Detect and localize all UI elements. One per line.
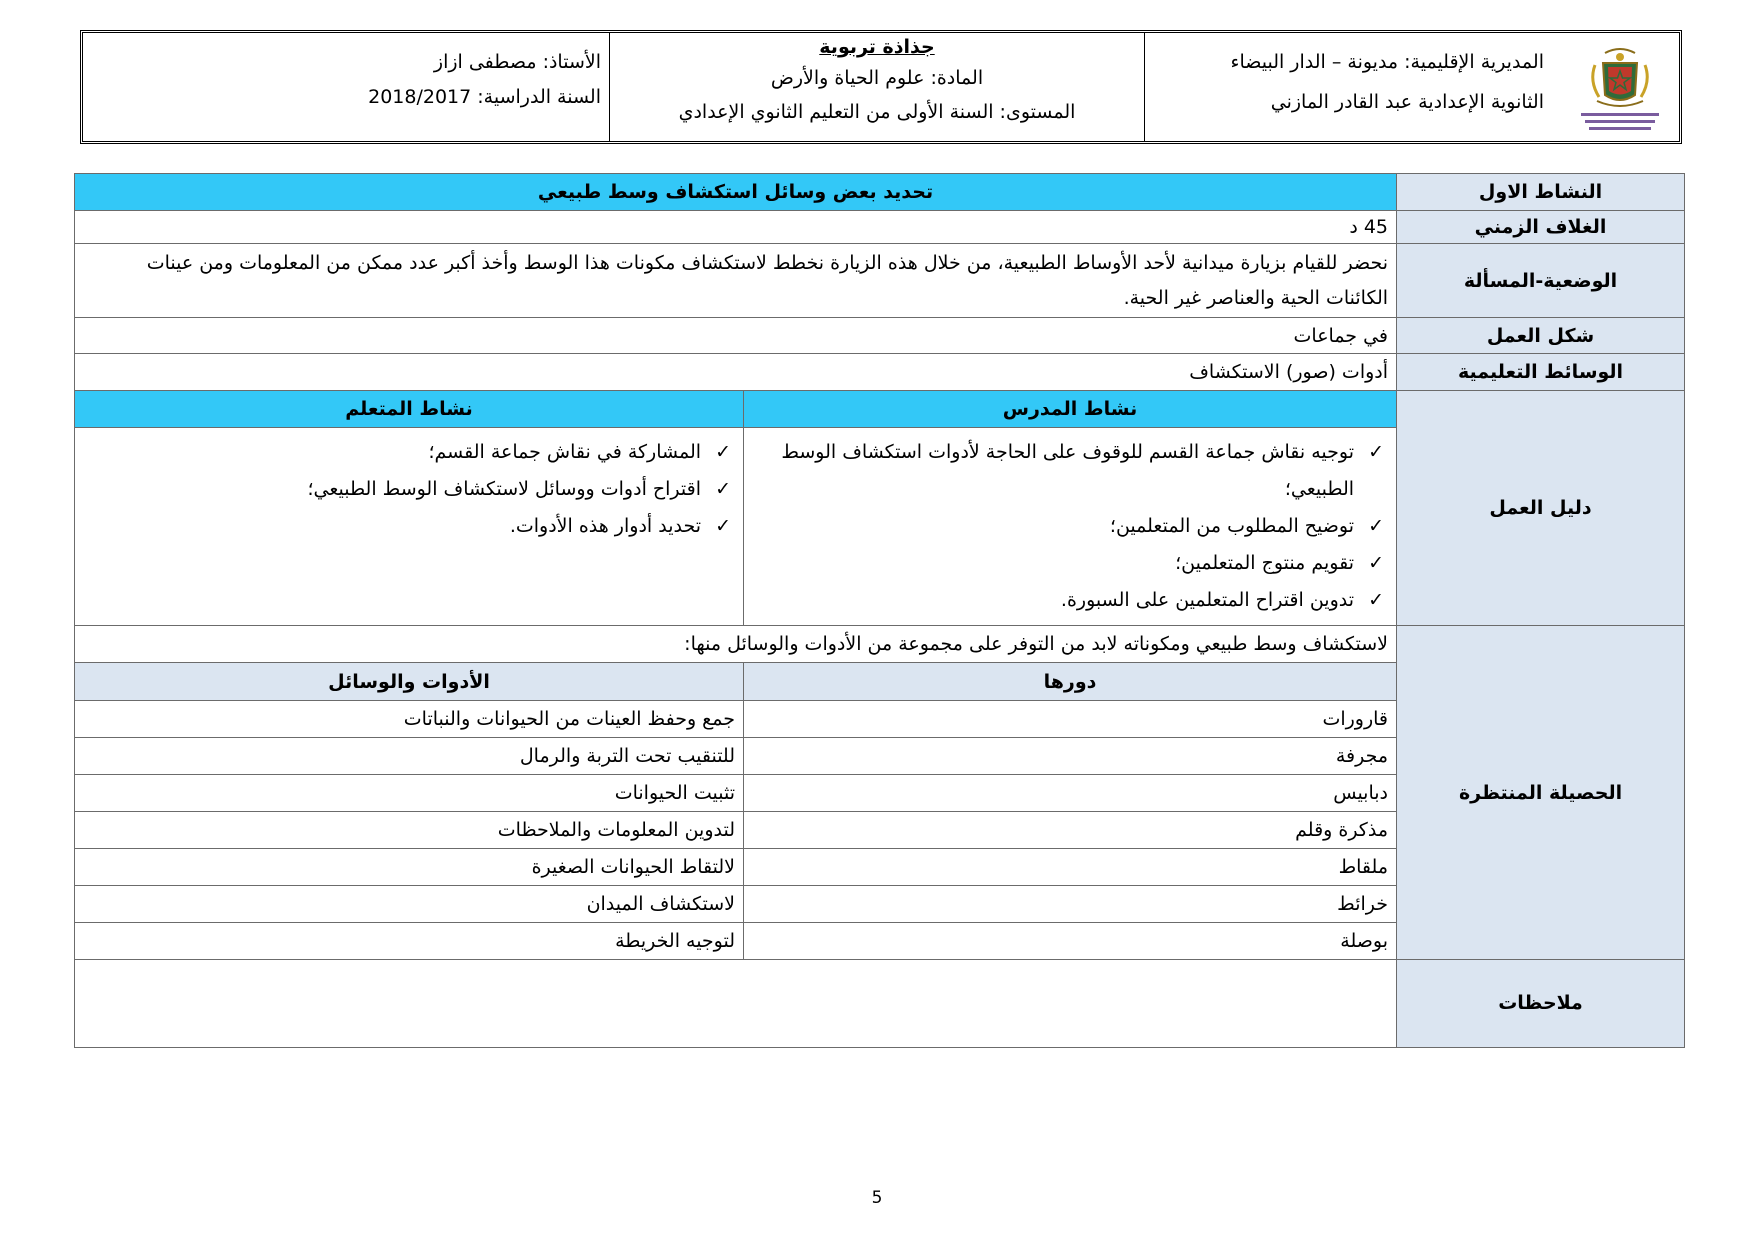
means-value: أدوات (صور) الاستكشاف: [75, 354, 1397, 391]
list-item: ✓ المشاركة في نقاش جماعة القسم؛: [83, 434, 735, 471]
activity-label: النشاط الاول: [1397, 174, 1685, 211]
role-cell: للتنقيب تحت التربة والرمال: [75, 737, 744, 774]
tool-cell: مجرفة: [744, 737, 1397, 774]
work-form-label: شكل العمل: [1397, 318, 1685, 354]
outcome-intro-row: [75, 626, 1685, 663]
learner-activity-cell: [75, 428, 744, 626]
time-value: 45 د: [75, 211, 1397, 244]
list-item: ✓ تدوين اقتراح المتعلمين على السبورة.: [752, 582, 1388, 619]
activity-title: تحديد بعض وسائل استكشاف وسط طبيعي: [75, 174, 1397, 211]
role-cell: تثبيت الحيوانات: [75, 774, 744, 811]
subject-label: المادة: علوم الحياة والأرض: [770, 67, 984, 89]
outcome-label: الحصيلة المنتظرة: [1397, 626, 1685, 959]
school-year: السنة الدراسية: 2018/2017: [368, 86, 601, 108]
means-label: الوسائط التعليمية: [1397, 354, 1685, 391]
directorate-label: المديرية الإقليمية: مديونة – الدار البيضاء: [1230, 51, 1544, 73]
document-header: [80, 30, 1682, 144]
teacher-activity-list: [752, 428, 1388, 625]
guide-header-row: [75, 391, 1685, 428]
situation-text: نحضر للقيام بزيارة ميدانية لأحد الأوساط الطبيعية، من خلال هذه الزيارة نخطط لاستكشاف مكونات هذا الوسط وأخذ أكبر عدد ممكن من المعلومات ومن عينات الكائنات الحية والعناصر غير الحية.: [75, 244, 1397, 318]
tool-cell: ملقاط: [744, 848, 1397, 885]
check-icon: ✓: [1368, 515, 1385, 538]
time-row: [75, 211, 1685, 244]
check-icon: ✓: [715, 441, 732, 464]
header-teacher-info: [83, 33, 609, 141]
check-icon: ✓: [715, 478, 732, 501]
document-type: جذاذة تربوية: [819, 36, 935, 58]
role-column-header: دورها: [744, 663, 1397, 700]
moroccan-emblem-icon: [1575, 43, 1665, 135]
list-item: ✓ اقتراح أدوات ووسائل لاستكشاف الوسط الطبيعي؛: [83, 471, 735, 508]
activity-row: [75, 174, 1685, 211]
tools-column-header: الأدوات والوسائل: [75, 663, 744, 700]
list-item: ✓ تقويم منتوج المتعلمين؛: [752, 545, 1388, 582]
notes-row: [75, 959, 1685, 1047]
means-row: [75, 354, 1685, 391]
tool-cell: قارورات: [744, 700, 1397, 737]
role-cell: لالتقاط الحيوانات الصغيرة: [75, 848, 744, 885]
teacher-activity-cell: [744, 428, 1397, 626]
check-icon: ✓: [1368, 589, 1385, 612]
notes-value: [75, 959, 1397, 1047]
role-cell: لاستكشاف الميدان: [75, 885, 744, 922]
page-number: 5: [871, 1188, 883, 1208]
work-form-value: في جماعات: [75, 318, 1397, 354]
tool-cell: دبابيس: [744, 774, 1397, 811]
learner-activity-header: نشاط المتعلم: [75, 391, 744, 428]
role-cell: لتوجيه الخريطة: [75, 922, 744, 959]
teacher-name: الأستاذ: مصطفى ازاز: [433, 51, 601, 73]
guide-label: دليل العمل: [1397, 391, 1685, 626]
list-item: ✓ تحديد أدوار هذه الأدوات.: [83, 508, 735, 545]
work-form-row: [75, 318, 1685, 354]
check-icon: ✓: [1368, 552, 1385, 575]
notes-label: ملاحظات: [1397, 959, 1685, 1047]
level-label: المستوى: السنة الأولى من التعليم الثانوي الإعدادي: [678, 101, 1076, 123]
list-item: ✓ توضيح المطلوب من المتعلمين؛: [752, 508, 1388, 545]
outcome-intro: لاستكشاف وسط طبيعي ومكوناته لابد من التوفر على مجموعة من الأدوات والوسائل منها:: [75, 626, 1397, 663]
role-cell: جمع وحفظ العينات من الحيوانات والنباتات: [75, 700, 744, 737]
check-icon: ✓: [1368, 441, 1385, 464]
header-lesson-info: [609, 33, 1144, 141]
learner-activity-list: [83, 428, 735, 551]
teacher-activity-header: نشاط المدرس: [744, 391, 1397, 428]
school-name: الثانوية الإعدادية عبد القادر المازني: [1270, 91, 1544, 113]
role-cell: لتدوين المعلومات والملاحظات: [75, 811, 744, 848]
check-icon: ✓: [715, 515, 732, 538]
tool-cell: بوصلة: [744, 922, 1397, 959]
tool-cell: خرائط: [744, 885, 1397, 922]
time-label: الغلاف الزمني: [1397, 211, 1685, 244]
header-institution: [1144, 33, 1679, 141]
tool-cell: مذكرة وقلم: [744, 811, 1397, 848]
lesson-plan-table: [74, 173, 1685, 1048]
situation-label: الوضعية-المسألة: [1397, 244, 1685, 318]
list-item: ✓ توجيه نقاش جماعة القسم للوقوف على الحاجة لأدوات استكشاف الوسط الطبيعي؛: [752, 434, 1388, 508]
situation-row: [75, 244, 1685, 318]
